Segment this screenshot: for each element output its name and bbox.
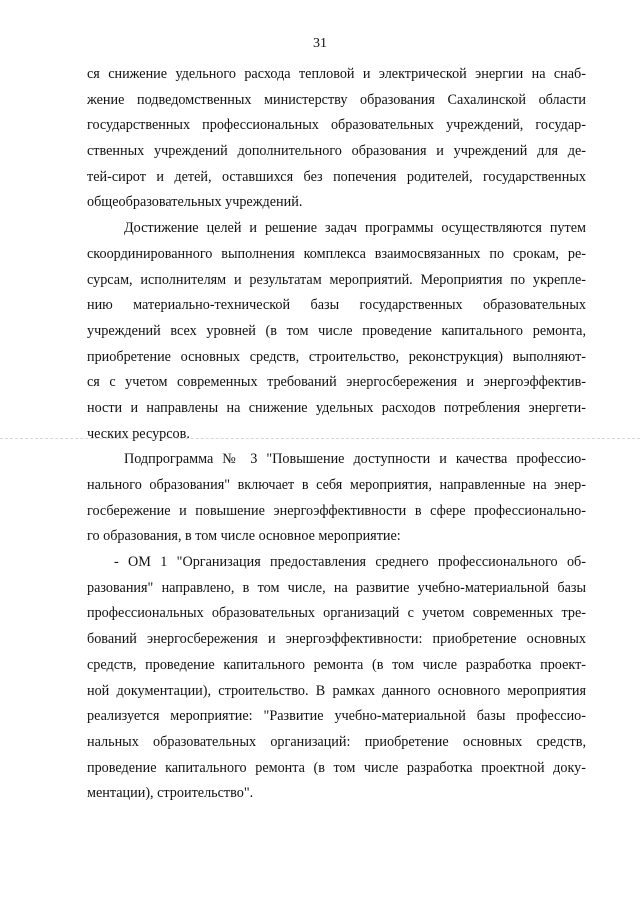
text-line: сурсам, исполнителям и результатам мероприятий. Мероприятия по укрепле- — [87, 271, 586, 288]
text-line: Подпрограмма № 3 "Повышение доступности и качества профессио- — [124, 451, 586, 468]
text-line: Достижение целей и решение задач программы осуществляются путем — [124, 220, 586, 237]
document-body — [87, 62, 586, 807]
text-line: общеобразовательных учреждений. — [87, 194, 303, 211]
text-line: ной документации), строительство. В рамках данного основного мероприятия — [87, 682, 586, 699]
text-line: ментации), строительство". — [87, 785, 254, 802]
text-line: нального образования" включает в себя мероприятия, направленные на энер- — [87, 477, 586, 493]
text-line: нальных образовательных организаций: приобретение основных средств, — [87, 733, 586, 750]
text-line: ческих ресурсов. — [87, 425, 190, 442]
text-line: проведение капитального ремонта (в том числе разработка проектной доку- — [87, 759, 586, 776]
text-line: госбережение и повышение энергоэффективности в сфере профессионально- — [87, 502, 586, 519]
text-line: разования" направлено, в том числе, на развитие учебно-материальной базы — [87, 579, 586, 596]
text-line: ственных учреждений дополнительного образования и учреждений для де- — [87, 143, 586, 160]
text-line: приобретение основных средств, строительство, реконструкция) выполняют- — [87, 348, 586, 365]
text-line: жение подведомственных министерству образования Сахалинской области — [87, 91, 586, 108]
text-line: государственных профессиональных образовательных учреждений, государ- — [87, 117, 586, 134]
text-line: средств, проведение капитального ремонта (в том числе разработка проект- — [87, 656, 586, 673]
text-line: тей-сирот и детей, оставшихся без попечения родителей, государственных — [87, 168, 586, 185]
text-line: реализуется мероприятие: "Развитие учебно-материальной базы профессио- — [87, 708, 586, 725]
text-line: бований энергосбережения и энергоэффективности: приобретение основных — [87, 631, 586, 648]
text-line: скоординированного выполнения комплекса взаимосвязанных по срокам, ре- — [87, 245, 586, 262]
paragraph-subprogram-3 — [87, 447, 586, 550]
text-line: профессиональных образовательных организаций с учетом современных тре- — [87, 605, 586, 622]
paragraph-om1 — [87, 550, 586, 807]
text-line: ности и направлены на снижение удельных расходов потребления энергети- — [87, 399, 586, 416]
paragraph-energy-reduction — [87, 62, 586, 216]
text-line: - ОМ 1 "Организация предоставления среднего профессионального об- — [114, 554, 586, 571]
text-line: учреждений всех уровней (в том числе проведение капитального ремонта, — [87, 322, 586, 339]
text-line: ся снижение удельного расхода тепловой и электрической энергии на снаб- — [87, 66, 586, 82]
page-number: 31 — [313, 36, 327, 51]
paragraph-program-goals — [87, 216, 586, 447]
text-line: ся с учетом современных требований энергосбережения и энергоэффектив- — [87, 374, 586, 391]
text-line: нию материально-технической базы государственных образовательных — [87, 297, 586, 314]
text-line: го образования, в том числе основное мероприятие: — [87, 528, 401, 545]
